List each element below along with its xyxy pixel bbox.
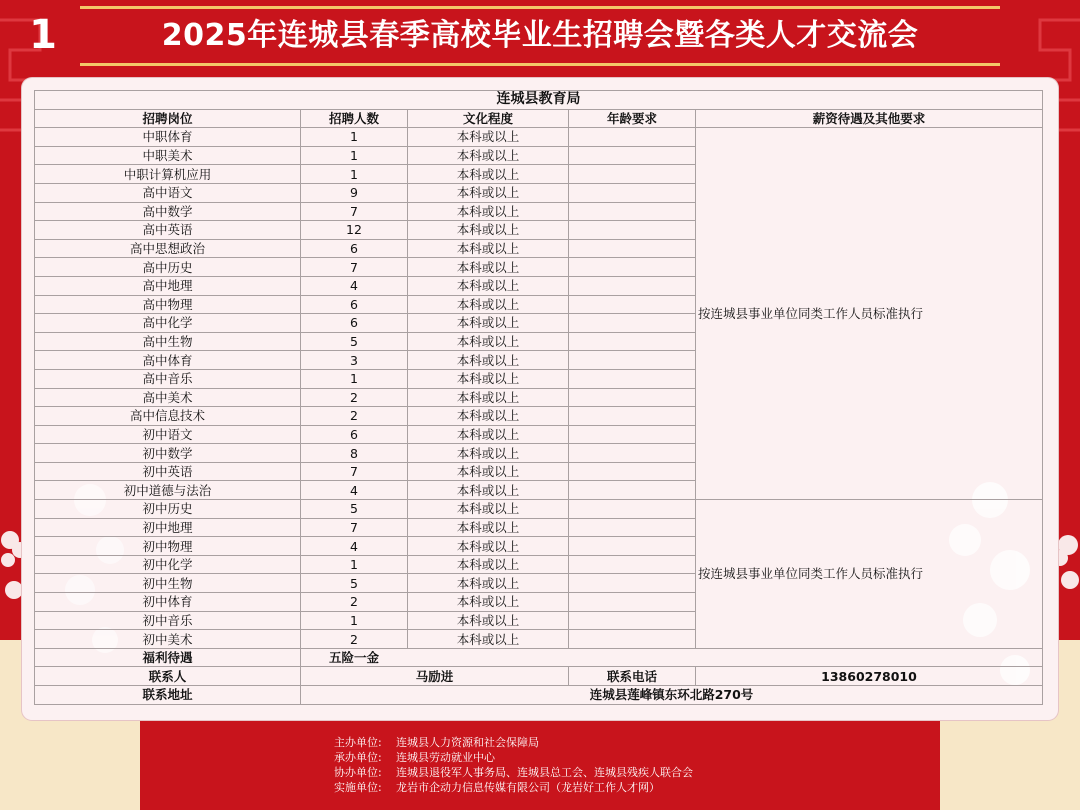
age-cell xyxy=(569,183,696,202)
education-cell: 本科或以上 xyxy=(408,555,569,574)
count-cell: 4 xyxy=(301,276,408,295)
count-cell: 9 xyxy=(301,183,408,202)
position-cell: 初中语文 xyxy=(35,425,301,444)
position-cell: 初中美术 xyxy=(35,630,301,649)
count-cell: 7 xyxy=(301,462,408,481)
position-cell: 高中语文 xyxy=(35,183,301,202)
page-number-badge: 1 xyxy=(29,12,57,58)
col-header-position: 招聘岗位 xyxy=(35,109,301,128)
col-header-education: 文化程度 xyxy=(408,109,569,128)
welfare-value: 五险一金 xyxy=(301,648,1043,667)
position-cell: 初中物理 xyxy=(35,537,301,556)
count-cell: 1 xyxy=(301,128,408,147)
address-label: 联系地址 xyxy=(35,686,301,705)
count-cell: 8 xyxy=(301,444,408,463)
position-cell: 高中地理 xyxy=(35,276,301,295)
education-cell: 本科或以上 xyxy=(408,518,569,537)
count-cell: 6 xyxy=(301,425,408,444)
count-cell: 2 xyxy=(301,593,408,612)
column-header-row xyxy=(35,109,1043,128)
position-cell: 高中英语 xyxy=(35,221,301,240)
welfare-label: 福利待遇 xyxy=(35,648,301,667)
count-cell: 1 xyxy=(301,369,408,388)
footer-co-organizer: 协办单位: 连城县退役军人事务局、连城县总工会、连城县残疾人联合会 xyxy=(334,766,693,779)
age-cell xyxy=(569,165,696,184)
age-cell xyxy=(569,611,696,630)
education-cell: 本科或以上 xyxy=(408,202,569,221)
recruitment-table xyxy=(34,90,1043,705)
count-cell: 2 xyxy=(301,630,408,649)
position-cell: 高中美术 xyxy=(35,388,301,407)
count-cell: 1 xyxy=(301,146,408,165)
address-value: 连城县莲峰镇东环北路270号 xyxy=(301,686,1043,705)
age-cell xyxy=(569,574,696,593)
education-cell: 本科或以上 xyxy=(408,574,569,593)
position-cell: 中职计算机应用 xyxy=(35,165,301,184)
count-cell: 5 xyxy=(301,500,408,519)
count-cell: 6 xyxy=(301,295,408,314)
count-cell: 2 xyxy=(301,388,408,407)
position-cell: 高中历史 xyxy=(35,258,301,277)
age-cell xyxy=(569,388,696,407)
education-cell: 本科或以上 xyxy=(408,462,569,481)
position-cell: 中职体育 xyxy=(35,128,301,147)
education-cell: 本科或以上 xyxy=(408,332,569,351)
age-cell xyxy=(569,630,696,649)
education-cell: 本科或以上 xyxy=(408,444,569,463)
education-cell: 本科或以上 xyxy=(408,221,569,240)
age-cell xyxy=(569,407,696,426)
age-cell xyxy=(569,500,696,519)
position-cell: 初中音乐 xyxy=(35,611,301,630)
count-cell: 5 xyxy=(301,332,408,351)
education-cell: 本科或以上 xyxy=(408,295,569,314)
age-cell xyxy=(569,221,696,240)
count-cell: 1 xyxy=(301,611,408,630)
education-cell: 本科或以上 xyxy=(408,500,569,519)
unit-header-row xyxy=(35,91,1043,110)
position-cell: 高中化学 xyxy=(35,314,301,333)
col-header-salary: 薪资待遇及其他要求 xyxy=(696,109,1043,128)
age-cell xyxy=(569,258,696,277)
footer-host: 主办单位: 连城县人力资源和社会保障局 xyxy=(334,736,539,749)
contact-label: 联系人 xyxy=(35,667,301,686)
position-cell: 高中物理 xyxy=(35,295,301,314)
education-cell: 本科或以上 xyxy=(408,146,569,165)
salary-cell: 按连城县事业单位同类工作人员标准执行 xyxy=(696,128,1043,500)
education-cell: 本科或以上 xyxy=(408,351,569,370)
col-header-age: 年龄要求 xyxy=(569,109,696,128)
employer-name: 连城县教育局 xyxy=(35,91,1043,110)
education-cell: 本科或以上 xyxy=(408,314,569,333)
age-cell xyxy=(569,276,696,295)
col-header-count: 招聘人数 xyxy=(301,109,408,128)
education-cell: 本科或以上 xyxy=(408,407,569,426)
page-title: 2025年连城县春季高校毕业生招聘会暨各类人才交流会 xyxy=(161,18,919,53)
table-row xyxy=(35,128,1043,147)
education-cell: 本科或以上 xyxy=(408,481,569,500)
footer-organizer: 承办单位: 连城县劳动就业中心 xyxy=(334,751,495,764)
position-cell: 高中信息技术 xyxy=(35,407,301,426)
position-cell: 高中音乐 xyxy=(35,369,301,388)
age-cell xyxy=(569,202,696,221)
education-cell: 本科或以上 xyxy=(408,611,569,630)
position-cell: 初中数学 xyxy=(35,444,301,463)
contact-name: 马励进 xyxy=(301,667,569,686)
count-cell: 1 xyxy=(301,555,408,574)
age-cell xyxy=(569,518,696,537)
education-cell: 本科或以上 xyxy=(408,388,569,407)
count-cell: 7 xyxy=(301,518,408,537)
age-cell xyxy=(569,555,696,574)
welfare-row xyxy=(35,648,1043,667)
position-cell: 初中体育 xyxy=(35,593,301,612)
age-cell xyxy=(569,593,696,612)
organizer-footer xyxy=(334,735,854,795)
education-cell: 本科或以上 xyxy=(408,630,569,649)
position-cell: 初中英语 xyxy=(35,462,301,481)
position-cell: 高中生物 xyxy=(35,332,301,351)
age-cell xyxy=(569,425,696,444)
count-cell: 6 xyxy=(301,314,408,333)
position-cell: 高中体育 xyxy=(35,351,301,370)
phone-label: 联系电话 xyxy=(569,667,696,686)
education-cell: 本科或以上 xyxy=(408,593,569,612)
age-cell xyxy=(569,481,696,500)
count-cell: 5 xyxy=(301,574,408,593)
position-cell: 高中数学 xyxy=(35,202,301,221)
salary-cell: 按连城县事业单位同类工作人员标准执行 xyxy=(696,500,1043,649)
position-cell: 初中道德与法治 xyxy=(35,481,301,500)
age-cell xyxy=(569,537,696,556)
phone-value: 13860278010 xyxy=(696,667,1043,686)
education-cell: 本科或以上 xyxy=(408,276,569,295)
education-cell: 本科或以上 xyxy=(408,537,569,556)
count-cell: 4 xyxy=(301,537,408,556)
position-cell: 高中思想政治 xyxy=(35,239,301,258)
age-cell xyxy=(569,295,696,314)
age-cell xyxy=(569,369,696,388)
count-cell: 7 xyxy=(301,258,408,277)
education-cell: 本科或以上 xyxy=(408,128,569,147)
education-cell: 本科或以上 xyxy=(408,183,569,202)
address-row xyxy=(35,686,1043,705)
count-cell: 4 xyxy=(301,481,408,500)
age-cell xyxy=(569,444,696,463)
position-cell: 初中生物 xyxy=(35,574,301,593)
education-cell: 本科或以上 xyxy=(408,239,569,258)
count-cell: 1 xyxy=(301,165,408,184)
age-cell xyxy=(569,239,696,258)
count-cell: 6 xyxy=(301,239,408,258)
position-cell: 初中历史 xyxy=(35,500,301,519)
education-cell: 本科或以上 xyxy=(408,258,569,277)
footer-implementer: 实施单位: 龙岩市企动力信息传媒有限公司（龙岩好工作人才网） xyxy=(334,781,660,794)
education-cell: 本科或以上 xyxy=(408,369,569,388)
education-cell: 本科或以上 xyxy=(408,425,569,444)
age-cell xyxy=(569,332,696,351)
position-cell: 初中化学 xyxy=(35,555,301,574)
age-cell xyxy=(569,314,696,333)
count-cell: 7 xyxy=(301,202,408,221)
education-cell: 本科或以上 xyxy=(408,165,569,184)
position-cell: 中职美术 xyxy=(35,146,301,165)
contact-row xyxy=(35,667,1043,686)
age-cell xyxy=(569,462,696,481)
count-cell: 12 xyxy=(301,221,408,240)
table-row xyxy=(35,500,1043,519)
count-cell: 3 xyxy=(301,351,408,370)
count-cell: 2 xyxy=(301,407,408,426)
age-cell xyxy=(569,351,696,370)
position-cell: 初中地理 xyxy=(35,518,301,537)
age-cell xyxy=(569,128,696,147)
age-cell xyxy=(569,146,696,165)
